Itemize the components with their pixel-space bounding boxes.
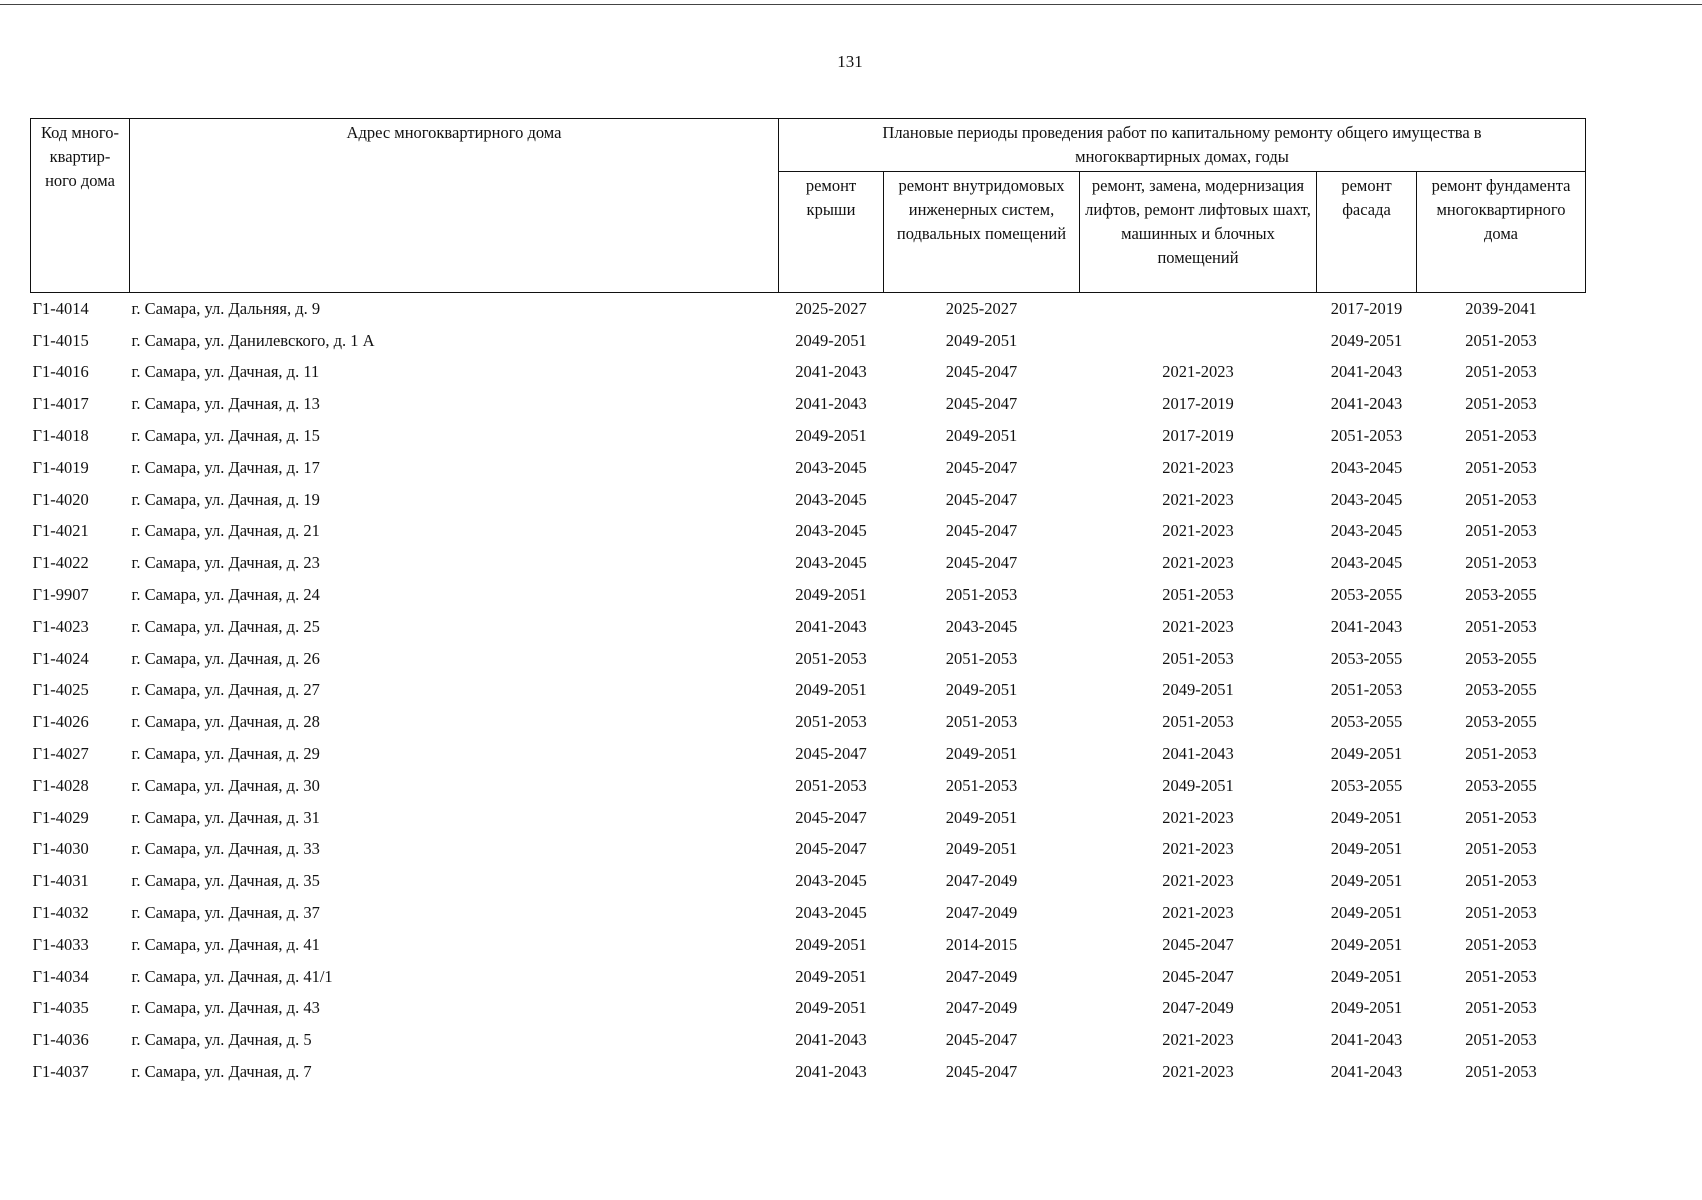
cell-roof-period: 2041-2043 (795, 616, 867, 636)
cell-roof-period: 2043-2045 (795, 489, 867, 509)
table-body (31, 293, 1586, 1088)
cell-lifts-period: 2051-2053 (1162, 585, 1234, 605)
cell-facade-period: 2043-2045 (1330, 489, 1403, 509)
cell-roof-period: 2041-2043 (795, 362, 867, 382)
cell-code: Г1-4029 (32, 807, 89, 827)
cell-foundation-period: 2051-2053 (1465, 1030, 1537, 1050)
cell-address: г. Самара, ул. Дачная, д. 25 (131, 616, 320, 636)
cell-roof-period: 2025-2027 (795, 298, 867, 318)
cell-lifts-period: 2021-2023 (1162, 521, 1234, 541)
cell-roof-period: 2045-2047 (795, 839, 867, 859)
cell-address: г. Самара, ул. Дачная, д. 28 (131, 712, 320, 732)
cell-facade-period: 2041-2043 (1330, 616, 1403, 636)
cell-lifts-period: 2049-2051 (1162, 775, 1234, 795)
table-row (31, 325, 1586, 357)
cell-address: г. Самара, ул. Дачная, д. 35 (131, 871, 320, 891)
cell-foundation-period: 2051-2053 (1465, 871, 1537, 891)
cell-address: г. Самара, ул. Дачная, д. 30 (131, 775, 320, 795)
cell-code: Г1-9907 (32, 585, 89, 605)
cell-address: г. Самара, ул. Дачная, д. 21 (131, 521, 320, 541)
cell-engineering-period: 2049-2051 (945, 680, 1018, 700)
cell-engineering-period: 2045-2047 (945, 362, 1018, 382)
header-lifts: ремонт, замена, модернизация лифтов, ремонт лифтовых шахт, машинных и блочных помещений (1080, 172, 1317, 293)
cell-facade-period: 2051-2053 (1330, 680, 1403, 700)
cell-roof-period: 2045-2047 (795, 744, 867, 764)
cell-engineering-period: 2049-2051 (945, 744, 1018, 764)
table-row (31, 1056, 1586, 1088)
table-row (31, 484, 1586, 516)
cell-engineering-period: 2043-2045 (945, 616, 1018, 636)
cell-engineering-period: 2045-2047 (945, 521, 1018, 541)
table-row (31, 738, 1586, 770)
cell-facade-period: 2017-2019 (1330, 298, 1403, 318)
cell-address: г. Самара, ул. Дачная, д. 41 (131, 934, 320, 954)
cell-engineering-period: 2047-2049 (945, 871, 1018, 891)
cell-foundation-period: 2051-2053 (1465, 521, 1537, 541)
page-number: 131 (837, 52, 863, 71)
cell-lifts-period: 2049-2051 (1162, 680, 1234, 700)
cell-foundation-period: 2051-2053 (1465, 394, 1537, 414)
table-row (31, 993, 1586, 1025)
cell-lifts-period: 2021-2023 (1162, 489, 1234, 509)
table-row (31, 897, 1586, 929)
cell-facade-period: 2041-2043 (1330, 1062, 1403, 1082)
cell-roof-period: 2043-2045 (795, 553, 867, 573)
cell-lifts-period: 2021-2023 (1162, 553, 1234, 573)
cell-address: г. Самара, ул. Дачная, д. 41/1 (131, 966, 333, 986)
cell-code: Г1-4020 (32, 489, 89, 509)
cell-facade-period: 2043-2045 (1330, 457, 1403, 477)
cell-lifts-period (1080, 325, 1317, 357)
cell-lifts-period: 2021-2023 (1162, 457, 1234, 477)
header-plan-periods: Плановые периоды проведения работ по капитальному ремонту общего имущества в многоквартирных домах, годы (779, 119, 1586, 172)
cell-code: Г1-4036 (32, 1030, 89, 1050)
cell-facade-period: 2051-2053 (1330, 426, 1403, 446)
cell-code: Г1-4019 (32, 457, 89, 477)
cell-foundation-period: 2053-2055 (1465, 712, 1537, 732)
cell-roof-period: 2049-2051 (795, 998, 867, 1018)
cell-foundation-period: 2051-2053 (1465, 1062, 1537, 1082)
cell-facade-period: 2049-2051 (1330, 807, 1403, 827)
cell-facade-period: 2043-2045 (1330, 553, 1403, 573)
cell-facade-period: 2053-2055 (1330, 712, 1403, 732)
table-row (31, 388, 1586, 420)
cell-code: Г1-4037 (32, 1062, 89, 1082)
cell-engineering-period: 2049-2051 (945, 426, 1018, 446)
cell-foundation-period: 2051-2053 (1465, 616, 1537, 636)
cell-engineering-period: 2045-2047 (945, 457, 1018, 477)
cell-foundation-period: 2039-2041 (1465, 298, 1537, 318)
table-row (31, 547, 1586, 579)
cell-code: Г1-4033 (32, 934, 89, 954)
table-row (31, 929, 1586, 961)
table-row (31, 293, 1586, 325)
cell-address: г. Самара, ул. Дачная, д. 29 (131, 744, 320, 764)
header-facade: ремонт фасада (1317, 172, 1417, 293)
cell-foundation-period: 2051-2053 (1465, 330, 1537, 350)
cell-code: Г1-4030 (32, 839, 89, 859)
cell-lifts-period: 2017-2019 (1162, 426, 1234, 446)
cell-foundation-period: 2053-2055 (1465, 585, 1537, 605)
cell-engineering-period: 2049-2051 (945, 807, 1018, 827)
top-border-line (0, 4, 1702, 5)
cell-roof-period: 2043-2045 (795, 457, 867, 477)
cell-engineering-period: 2045-2047 (945, 1030, 1018, 1050)
cell-facade-period: 2041-2043 (1330, 394, 1403, 414)
table-row (31, 579, 1586, 611)
cell-lifts-period: 2041-2043 (1162, 744, 1234, 764)
cell-address: г. Самара, ул. Дачная, д. 27 (131, 680, 320, 700)
cell-foundation-period: 2053-2055 (1465, 648, 1537, 668)
cell-lifts-period (1080, 293, 1317, 325)
cell-code: Г1-4028 (32, 775, 89, 795)
cell-foundation-period: 2051-2053 (1465, 998, 1537, 1018)
cell-engineering-period: 2051-2053 (945, 585, 1018, 605)
table-row (31, 802, 1586, 834)
cell-code: Г1-4023 (32, 616, 89, 636)
header-address: Адрес многоквартирного дома (130, 119, 779, 293)
cell-engineering-period: 2045-2047 (945, 1062, 1018, 1082)
cell-engineering-period: 2014-2015 (945, 934, 1018, 954)
cell-facade-period: 2049-2051 (1330, 744, 1403, 764)
cell-foundation-period: 2051-2053 (1465, 807, 1537, 827)
cell-roof-period: 2041-2043 (795, 1062, 867, 1082)
cell-roof-period: 2051-2053 (795, 775, 867, 795)
cell-foundation-period: 2051-2053 (1465, 839, 1537, 859)
cell-engineering-period: 2047-2049 (945, 966, 1018, 986)
cell-code: Г1-4035 (32, 998, 89, 1018)
cell-lifts-period: 2051-2053 (1162, 648, 1234, 668)
cell-foundation-period: 2051-2053 (1465, 362, 1537, 382)
cell-engineering-period: 2051-2053 (945, 775, 1018, 795)
cell-foundation-period: 2053-2055 (1465, 775, 1537, 795)
table-row (31, 865, 1586, 897)
cell-lifts-period: 2045-2047 (1162, 934, 1234, 954)
header-engineering: ремонт внутридомовых инженерных систем, подвальных помещений (884, 172, 1080, 293)
cell-foundation-period: 2051-2053 (1465, 457, 1537, 477)
table-row (31, 1024, 1586, 1056)
cell-roof-period: 2049-2051 (795, 934, 867, 954)
cell-address: г. Самара, ул. Дачная, д. 26 (131, 648, 320, 668)
cell-address: г. Самара, ул. Дачная, д. 23 (131, 553, 320, 573)
cell-address: г. Самара, ул. Дачная, д. 24 (131, 585, 320, 605)
header-code: Код много-квартир-ного дома (31, 119, 130, 293)
cell-facade-period: 2041-2043 (1330, 362, 1403, 382)
cell-engineering-period: 2049-2051 (945, 839, 1018, 859)
cell-foundation-period: 2051-2053 (1465, 966, 1537, 986)
cell-code: Г1-4026 (32, 712, 89, 732)
cell-address: г. Самара, ул. Дачная, д. 7 (131, 1062, 312, 1082)
cell-roof-period: 2049-2051 (795, 680, 867, 700)
cell-roof-period: 2043-2045 (795, 903, 867, 923)
cell-roof-period: 2051-2053 (795, 648, 867, 668)
cell-foundation-period: 2051-2053 (1465, 744, 1537, 764)
cell-facade-period: 2043-2045 (1330, 521, 1403, 541)
cell-lifts-period: 2021-2023 (1162, 903, 1234, 923)
cell-facade-period: 2053-2055 (1330, 775, 1403, 795)
cell-facade-period: 2053-2055 (1330, 648, 1403, 668)
cell-facade-period: 2053-2055 (1330, 585, 1403, 605)
cell-lifts-period: 2021-2023 (1162, 1030, 1234, 1050)
cell-code: Г1-4032 (32, 903, 89, 923)
cell-engineering-period: 2047-2049 (945, 903, 1018, 923)
cell-foundation-period: 2053-2055 (1465, 680, 1537, 700)
cell-address: г. Самара, ул. Дачная, д. 37 (131, 903, 320, 923)
cell-code: Г1-4015 (32, 330, 89, 350)
cell-code: Г1-4022 (32, 553, 89, 573)
cell-lifts-period: 2021-2023 (1162, 871, 1234, 891)
cell-code: Г1-4017 (32, 394, 89, 414)
table-row (31, 834, 1586, 866)
header-roof: ремонт крыши (779, 172, 884, 293)
cell-foundation-period: 2051-2053 (1465, 489, 1537, 509)
table-row (31, 516, 1586, 548)
cell-lifts-period: 2021-2023 (1162, 807, 1234, 827)
table-row (31, 420, 1586, 452)
cell-roof-period: 2051-2053 (795, 712, 867, 732)
cell-roof-period: 2041-2043 (795, 394, 867, 414)
cell-lifts-period: 2021-2023 (1162, 616, 1234, 636)
cell-lifts-period: 2051-2053 (1162, 712, 1234, 732)
table-row (31, 706, 1586, 738)
cell-facade-period: 2049-2051 (1330, 871, 1403, 891)
cell-facade-period: 2049-2051 (1330, 330, 1403, 350)
cell-roof-period: 2043-2045 (795, 521, 867, 541)
cell-lifts-period: 2045-2047 (1162, 966, 1234, 986)
cell-foundation-period: 2051-2053 (1465, 553, 1537, 573)
cell-lifts-period: 2021-2023 (1162, 839, 1234, 859)
table-header (31, 119, 1586, 293)
cell-code: Г1-4014 (32, 298, 89, 318)
cell-address: г. Самара, ул. Дачная, д. 19 (131, 489, 320, 509)
cell-lifts-period: 2047-2049 (1162, 998, 1234, 1018)
table-row (31, 357, 1586, 389)
cell-lifts-period: 2021-2023 (1162, 362, 1234, 382)
cell-address: г. Самара, ул. Дачная, д. 13 (131, 394, 320, 414)
cell-roof-period: 2049-2051 (795, 330, 867, 350)
cell-engineering-period: 2049-2051 (945, 330, 1018, 350)
cell-roof-period: 2049-2051 (795, 585, 867, 605)
cell-address: г. Самара, ул. Дачная, д. 17 (131, 457, 320, 477)
cell-code: Г1-4027 (32, 744, 89, 764)
table-row (31, 643, 1586, 675)
cell-lifts-period: 2021-2023 (1162, 1062, 1234, 1082)
cell-engineering-period: 2047-2049 (945, 998, 1018, 1018)
cell-roof-period: 2049-2051 (795, 426, 867, 446)
cell-address: г. Самара, ул. Дачная, д. 43 (131, 998, 320, 1018)
table-row (31, 452, 1586, 484)
cell-facade-period: 2049-2051 (1330, 839, 1403, 859)
cell-engineering-period: 2045-2047 (945, 553, 1018, 573)
cell-code: Г1-4024 (32, 648, 89, 668)
table-row (31, 770, 1586, 802)
cell-roof-period: 2043-2045 (795, 871, 867, 891)
cell-engineering-period: 2045-2047 (945, 489, 1018, 509)
cell-foundation-period: 2051-2053 (1465, 903, 1537, 923)
cell-address: г. Самара, ул. Дачная, д. 11 (131, 362, 320, 382)
cell-code: Г1-4034 (32, 966, 89, 986)
cell-code: Г1-4018 (32, 426, 89, 446)
cell-engineering-period: 2051-2053 (945, 712, 1018, 732)
cell-roof-period: 2045-2047 (795, 807, 867, 827)
cell-facade-period: 2041-2043 (1330, 1030, 1403, 1050)
cell-lifts-period: 2017-2019 (1162, 394, 1234, 414)
cell-roof-period: 2049-2051 (795, 966, 867, 986)
table-row (31, 611, 1586, 643)
cell-facade-period: 2049-2051 (1330, 998, 1403, 1018)
cell-code: Г1-4016 (32, 362, 89, 382)
cell-facade-period: 2049-2051 (1330, 903, 1403, 923)
cell-facade-period: 2049-2051 (1330, 934, 1403, 954)
table-row (31, 675, 1586, 707)
table-row (31, 961, 1586, 993)
header-foundation: ремонт фундамента многоквартирного дома (1417, 172, 1586, 293)
cell-address: г. Самара, ул. Дачная, д. 33 (131, 839, 320, 859)
cell-roof-period: 2041-2043 (795, 1030, 867, 1050)
cell-foundation-period: 2051-2053 (1465, 934, 1537, 954)
cell-code: Г1-4021 (32, 521, 89, 541)
cell-address: г. Самара, ул. Данилевского, д. 1 А (131, 330, 375, 350)
cell-engineering-period: 2045-2047 (945, 394, 1018, 414)
cell-engineering-period: 2025-2027 (945, 298, 1018, 318)
cell-address: г. Самара, ул. Дачная, д. 31 (131, 807, 320, 827)
cell-foundation-period: 2051-2053 (1465, 426, 1537, 446)
cell-address: г. Самара, ул. Дачная, д. 5 (131, 1030, 312, 1050)
cell-facade-period: 2049-2051 (1330, 966, 1403, 986)
cell-code: Г1-4025 (32, 680, 89, 700)
cell-code: Г1-4031 (32, 871, 89, 891)
cell-address: г. Самара, ул. Дачная, д. 15 (131, 426, 320, 446)
cell-engineering-period: 2051-2053 (945, 648, 1018, 668)
capital-repair-table (30, 118, 1586, 1088)
cell-address: г. Самара, ул. Дальняя, д. 9 (131, 298, 321, 318)
